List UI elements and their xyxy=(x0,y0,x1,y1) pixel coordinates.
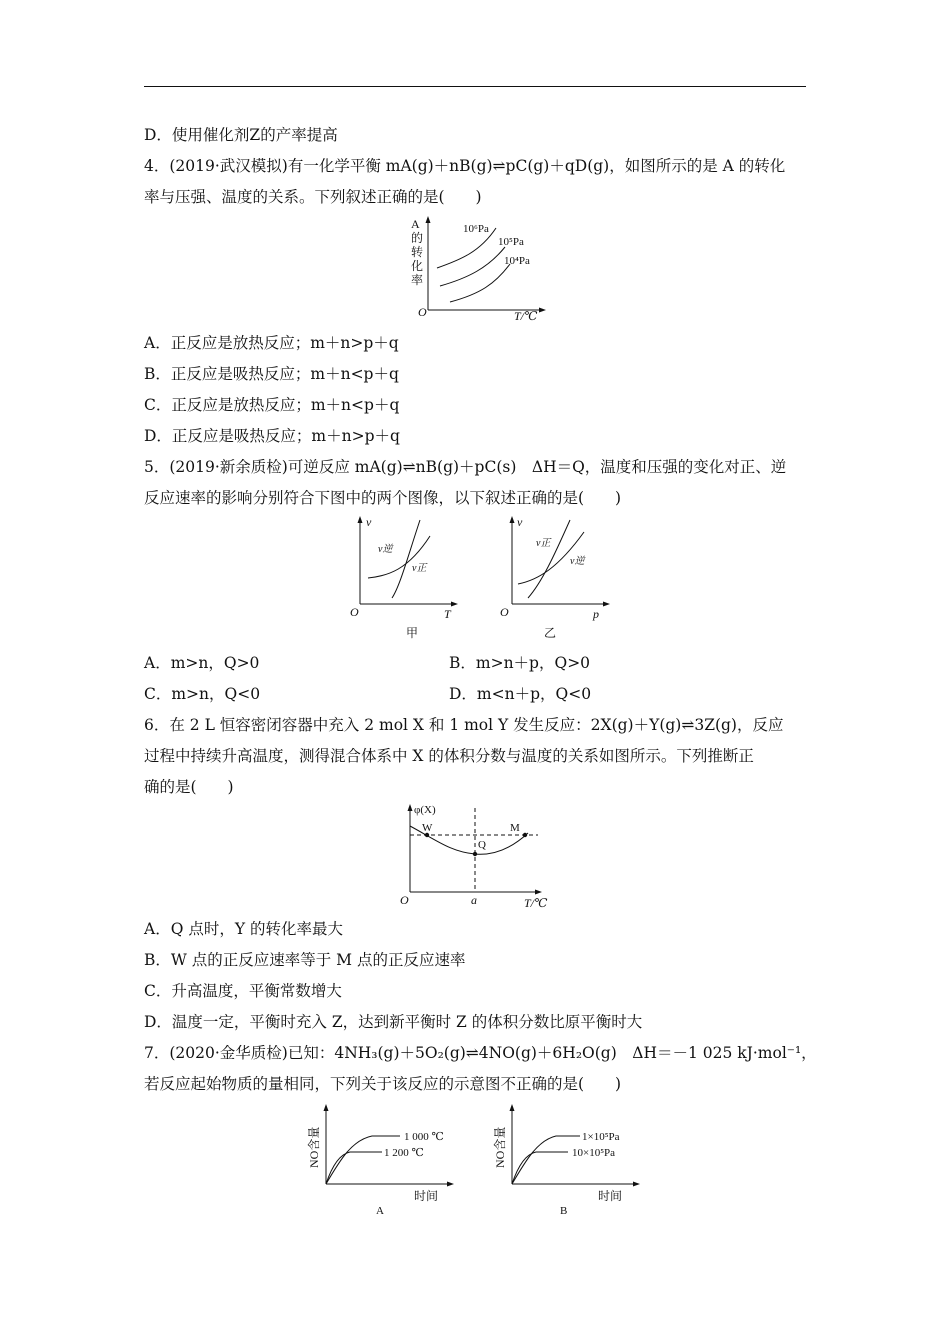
q7-a-ylabel: NO含量 xyxy=(307,1126,321,1168)
q5-jia-label-ni: v逆 xyxy=(378,544,393,555)
q4-ylabel-3: 转 xyxy=(411,245,424,259)
q5-yi-label-ni: v逆 xyxy=(570,556,585,567)
q4-curve-label-1e6: 10⁶Pa xyxy=(463,223,489,235)
q6-option-b: B．W 点的正反应速率等于 M 点的正反应速率 xyxy=(144,951,466,969)
q4-xlabel: T/℃ xyxy=(514,309,538,323)
q7-chart-a xyxy=(298,1100,468,1222)
q5-chart-jia xyxy=(346,512,466,642)
q4-conversion-chart xyxy=(400,212,550,324)
q6-volume-fraction-chart xyxy=(396,800,556,910)
q7-a-curve2-label: 1 200 ℃ xyxy=(384,1147,424,1159)
q7-stem-line1: 7．(2020·金华质检)已知：4NH₃(g)＋5O₂(g)⇌4NO(g)＋6H₂O(g) ΔH＝－1 025 kJ·mol⁻¹， xyxy=(144,1044,817,1062)
q6-stem-line2: 过程中持续升高温度，测得混合体系中 X 的体积分数与温度的关系如图所示。下列推断正 xyxy=(144,747,754,765)
q7-a-xlabel: 时间 xyxy=(414,1189,439,1203)
q6-option-c: C．升高温度，平衡常数增大 xyxy=(144,982,342,1000)
q7-a-curve-1200 xyxy=(326,1152,382,1184)
q5-jia-caption: 甲 xyxy=(406,626,419,640)
q6-stem-line3: 确的是( ) xyxy=(144,778,234,796)
q4-option-a: A．正反应是放热反应；m＋n>p＋q xyxy=(144,334,399,352)
q5-yi-curve-zheng xyxy=(528,520,570,598)
q6-w-label: W xyxy=(422,822,433,834)
option-d-previous: D．使用催化剂Z的产率提高 xyxy=(144,126,338,144)
q4-ylabel-2: 的 xyxy=(411,231,424,245)
q5-stem-line2: 反应速率的影响分别符合下图中的两个图像，以下叙述正确的是( ) xyxy=(144,489,622,507)
q5-chart-yi xyxy=(492,512,612,642)
q7-a-curve1-label: 1 000 ℃ xyxy=(404,1131,444,1143)
q6-point-m xyxy=(523,833,527,837)
q4-ylabel-5: 率 xyxy=(411,273,424,287)
q6-ylabel: φ(X) xyxy=(414,804,436,816)
q5-option-b: B．m>n＋p，Q>0 xyxy=(449,654,591,672)
q4-curve-label-1e5: 10⁵Pa xyxy=(498,236,524,248)
q6-a-label: a xyxy=(471,893,477,907)
q6-m-label: M xyxy=(510,822,520,834)
q7-b-curve-1e5 xyxy=(512,1136,580,1184)
q4-ylabel-1: A xyxy=(411,217,420,231)
q7-b-curve-10e5 xyxy=(512,1152,568,1184)
q4-origin: O xyxy=(418,305,427,319)
q7-b-caption: B xyxy=(560,1205,568,1217)
q6-xlabel: T/℃ xyxy=(524,896,548,910)
q7-chart-b xyxy=(484,1100,654,1222)
q5-option-a: A．m>n，Q>0 xyxy=(144,654,260,672)
q5-yi-label-zheng: v正 xyxy=(536,538,551,549)
q4-curve-label-1e4: 10⁴Pa xyxy=(504,255,530,267)
q4-option-b: B．正反应是吸热反应；m＋n<p＋q xyxy=(144,365,399,383)
q5-jia-xlabel: T xyxy=(444,607,451,621)
q6-option-d: D．温度一定，平衡时充入 Z，达到新平衡时 Z 的体积分数比原平衡时大 xyxy=(144,1013,643,1031)
q5-option-d: D．m<n＋p，Q<0 xyxy=(449,685,592,703)
q7-b-ylabel: NO含量 xyxy=(493,1126,507,1168)
q7-stem-line2: 若反应起始物质的量相同，下列关于该反应的示意图不正确的是( ) xyxy=(144,1075,622,1093)
q5-jia-curve-ni xyxy=(392,520,420,598)
q5-yi-ylabel: v xyxy=(517,515,523,529)
q5-yi-caption: 乙 xyxy=(544,626,557,640)
q6-option-a: A．Q 点时，Y 的转化率最大 xyxy=(144,920,343,938)
q5-jia-label-zheng: v正 xyxy=(412,563,427,574)
q4-option-c: C．正反应是放热反应；m＋n<p＋q xyxy=(144,396,400,414)
q5-stem-line1: 5．(2019·新余质检)可逆反应 mA(g)⇌nB(g)＋pC(s) ΔH＝Q，温度和压强的变化对正、逆 xyxy=(144,458,787,476)
q7-b-xlabel: 时间 xyxy=(598,1189,623,1203)
q7-b-curve1-label: 1×10⁵Pa xyxy=(582,1131,620,1143)
q4-stem-line2: 率与压强、温度的关系。下列叙述正确的是( ) xyxy=(144,188,482,206)
q5-jia-origin: O xyxy=(350,605,359,619)
q7-a-caption: A xyxy=(376,1205,384,1217)
q6-origin: O xyxy=(400,893,409,907)
q4-ylabel-4: 化 xyxy=(411,259,424,273)
q6-stem-line1: 6．在 2 L 恒容密闭容器中充入 2 mol X 和 1 mol Y 发生反应：2X(g)＋Y(g)⇌3Z(g)，反应 xyxy=(144,716,784,734)
q4-option-d: D．正反应是吸热反应；m＋n>p＋q xyxy=(144,427,400,445)
q5-jia-ylabel: v xyxy=(366,515,372,529)
q5-yi-origin: O xyxy=(500,605,509,619)
header-rule xyxy=(144,86,806,87)
q5-yi-xlabel: p xyxy=(593,607,599,621)
q4-stem-line1: 4．(2019·武汉模拟)有一化学平衡 mA(g)＋nB(g)⇌pC(g)＋qD(g)，如图所示的是 A 的转化 xyxy=(144,157,786,175)
q6-point-q xyxy=(473,852,477,856)
q6-q-label: Q xyxy=(478,839,486,851)
q5-option-c: C．m>n，Q<0 xyxy=(144,685,261,703)
q7-b-curve2-label: 10×10⁵Pa xyxy=(572,1147,616,1159)
q7-a-curve-1000 xyxy=(326,1136,400,1184)
